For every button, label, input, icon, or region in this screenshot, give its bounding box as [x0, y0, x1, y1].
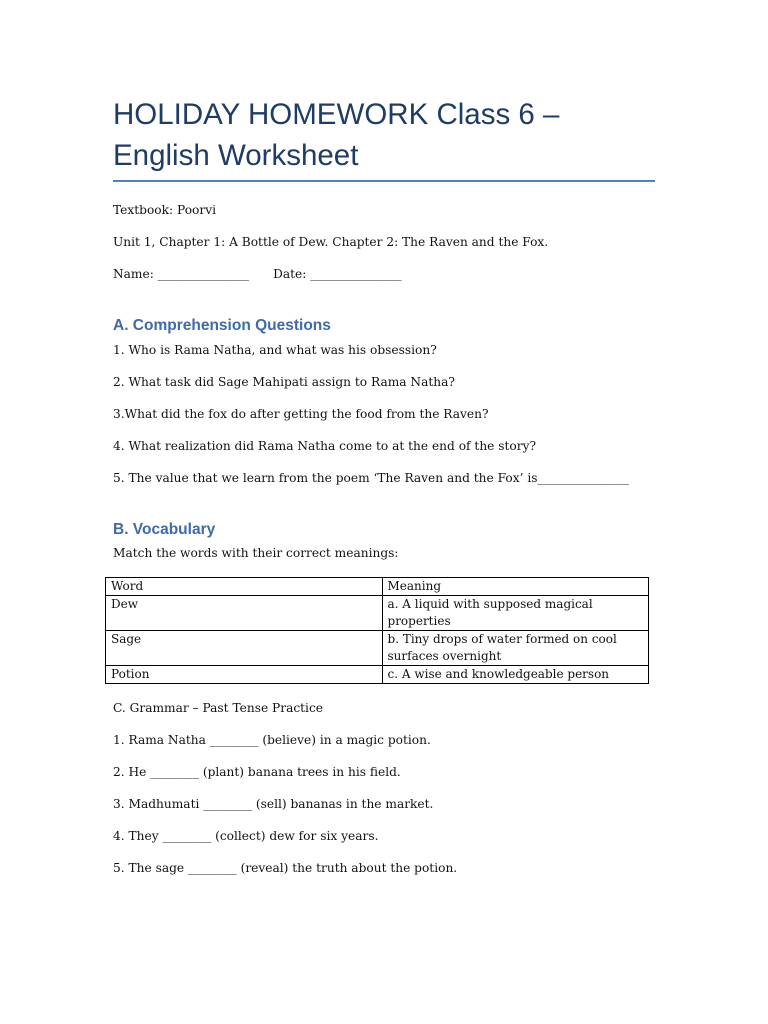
title-underline — [113, 180, 655, 182]
vocabulary-instruction: Match the words with their correct meanings: — [113, 546, 399, 560]
table-cell-word: Potion — [106, 666, 383, 684]
comprehension-question: 5. The value that we learn from the poem ‘The Raven and the Fox’ is_______________ — [113, 471, 629, 485]
grammar-item: 5. The sage ________ (reveal) the truth about the potion. — [113, 861, 458, 875]
name-field: Name: _______________ — [113, 267, 250, 281]
date-field: Date: _______________ — [273, 267, 402, 281]
table-row — [106, 631, 649, 666]
document-title: HOLIDAY HOMEWORK Class 6 – English Worksheet — [113, 98, 560, 172]
table-row — [106, 666, 649, 684]
table-row — [106, 596, 649, 631]
textbook-line: Textbook: Poorvi — [113, 203, 216, 217]
table-cell-meaning: a. A liquid with supposed magical properties — [382, 596, 648, 631]
comprehension-question: 4. What realization did Rama Natha come to at the end of the story? — [113, 439, 536, 453]
vocabulary-table — [105, 577, 649, 684]
table-cell-word: Dew — [106, 596, 383, 631]
unit-line: Unit 1, Chapter 1: A Bottle of Dew. Chapter 2: The Raven and the Fox. — [113, 235, 549, 249]
section-a-heading: A. Comprehension Questions — [113, 317, 331, 334]
section-b-heading: B. Vocabulary — [113, 521, 216, 538]
grammar-item: 4. They ________ (collect) dew for six years. — [113, 829, 379, 843]
section-c-heading: C. Grammar – Past Tense Practice — [113, 701, 323, 715]
grammar-item: 2. He ________ (plant) banana trees in his field. — [113, 765, 401, 779]
comprehension-question: 3.What did the fox do after getting the food from the Raven? — [113, 407, 489, 421]
comprehension-question: 1. Who is Rama Natha, and what was his obsession? — [113, 343, 437, 357]
grammar-item: 3. Madhumati ________ (sell) bananas in the market. — [113, 797, 434, 811]
table-header-row — [106, 578, 649, 596]
table-header-word: Word — [106, 578, 383, 596]
grammar-item: 1. Rama Natha ________ (believe) in a magic potion. — [113, 733, 431, 747]
table-cell-meaning: b. Tiny drops of water formed on cool surfaces overnight — [382, 631, 648, 666]
table-cell-word: Sage — [106, 631, 383, 666]
name-date-line — [113, 266, 402, 282]
table-cell-meaning: c. A wise and knowledgeable person — [382, 666, 648, 684]
table-header-meaning: Meaning — [382, 578, 648, 596]
comprehension-question: 2. What task did Sage Mahipati assign to Rama Natha? — [113, 375, 455, 389]
